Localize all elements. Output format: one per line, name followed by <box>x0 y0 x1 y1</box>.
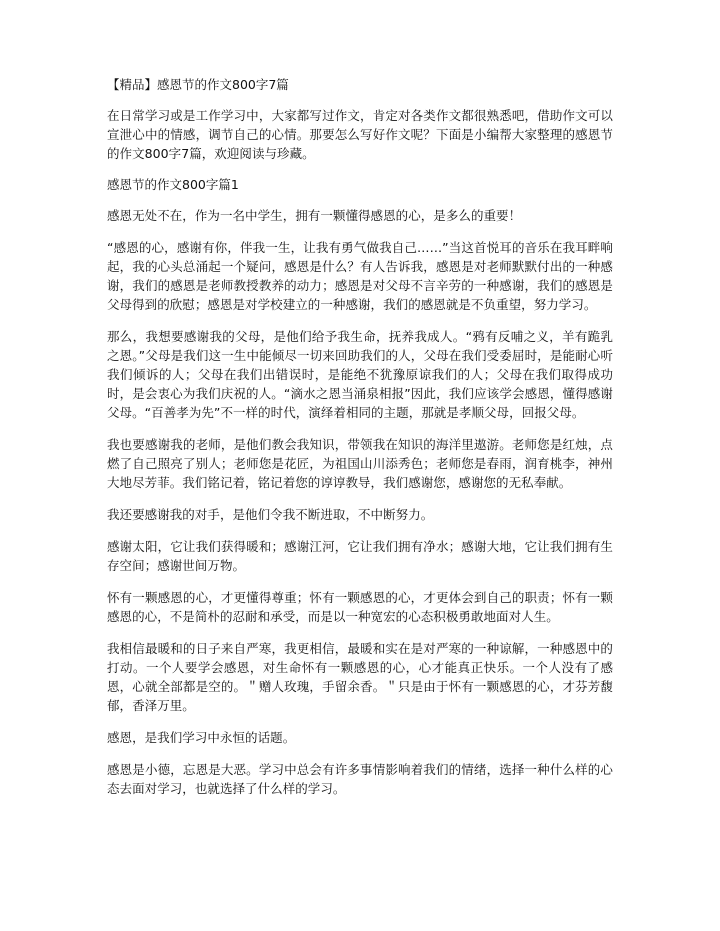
body-paragraph-5: 我还要感谢我的对手，是他们令我不断进取，不中断努力。 <box>107 507 434 522</box>
body-paragraph-10: 感恩是小德，忘恩是大恶。学习中总会有许多事情影响着我们的情绪，选择一种什么样的心态去面对学习，也就选择了什么样的学习。 <box>107 762 613 796</box>
body-paragraph-7: 怀有一颗感恩的心，才更懂得尊重；怀有一颗感恩的心，才更体会到自己的职责；怀有一颗感恩的心，不是简朴的忍耐和承受，而是以一种宽宏的心态积极勇敢地面对人生。 <box>107 590 613 624</box>
body-paragraph-4: 我也要感谢我的老师，是他们教会我知识，带领我在知识的海洋里遨游。老师您是红烛，点燃了自己照亮了别人；老师您是花匠，为祖国山川添秀色；老师您是春雨，润育桃李，神州大地尽芳菲。我们铭记着，铭记着您的谆谆教导，我们感谢您，感谢您的无私奉献。 <box>107 437 613 490</box>
section-heading: 感恩节的作文800字篇1 <box>107 177 239 192</box>
document-title: 【精品】感恩节的作文800字7篇 <box>107 77 289 92</box>
body-paragraph-2: “感恩的心，感谢有你，伴我一生，让我有勇气做我自己……”当这首悦耳的音乐在我耳畔响起，我的心头总涌起一个疑问，感恩是什么？有人告诉我，感恩是对老师默默付出的一种感谢，我们的感恩是老师教授教养的动力；感恩是对父母不言辛劳的一种感谢，我们的感恩是父母得到的欣慰；感恩是对学校建立的一种感谢，我们的感恩就是不负重望，努力学习。 <box>107 240 613 312</box>
body-paragraph-6: 感谢太阳，它让我们获得暖和；感谢江河，它让我们拥有净水；感谢大地，它让我们拥有生存空间；感谢世间万物。 <box>107 539 613 573</box>
document-page <box>107 76 613 811</box>
intro-paragraph: 在日常学习或是工作学习中，大家都写过作文，肯定对各类作文都很熟悉吧，借助作文可以宣泄心中的情感，调节自己的心情。那要怎么写好作文呢？下面是小编帮大家整理的感恩节的作文800字7篇，欢迎阅读与珍藏。 <box>107 108 613 161</box>
body-paragraph-8: 我相信最暖和的日子来自严寒，我更相信，最暖和实在是对严寒的一种谅解，一种感恩中的打动。一个人要学会感恩，对生命怀有一颗感恩的心，心才能真正快乐。一个人没有了感恩，心就全部都是空的。＂赠人玫瑰，手留余香。＂只是由于怀有一颗感恩的心，才芬芳馥郁，香泽万里。 <box>107 641 613 713</box>
body-paragraph-3: 那么，我想要感谢我的父母，是他们给予我生命，抚养我成人。“鸦有反哺之义，羊有跪乳之恩。”父母是我们这一生中能倾尽一切来回助我们的人，父母在我们受委屈时，是能耐心听我们倾诉的人；父母在我们出错误时，是能绝不犹豫原谅我们的人；父母在我们取得成功时，是会衷心为我们庆祝的人。“滴水之恩当涌泉相报”因此，我们应该学会感恩，懂得感谢父母。“百善孝为先”不一样的时代，演绎着相同的主题，那就是孝顺父母，回报父母。 <box>107 329 613 420</box>
body-paragraph-1: 感恩无处不在，作为一名中学生，拥有一颗懂得感恩的心，是多么的重要！ <box>107 208 522 223</box>
body-paragraph-9: 感恩，是我们学习中永恒的话题。 <box>107 730 296 745</box>
